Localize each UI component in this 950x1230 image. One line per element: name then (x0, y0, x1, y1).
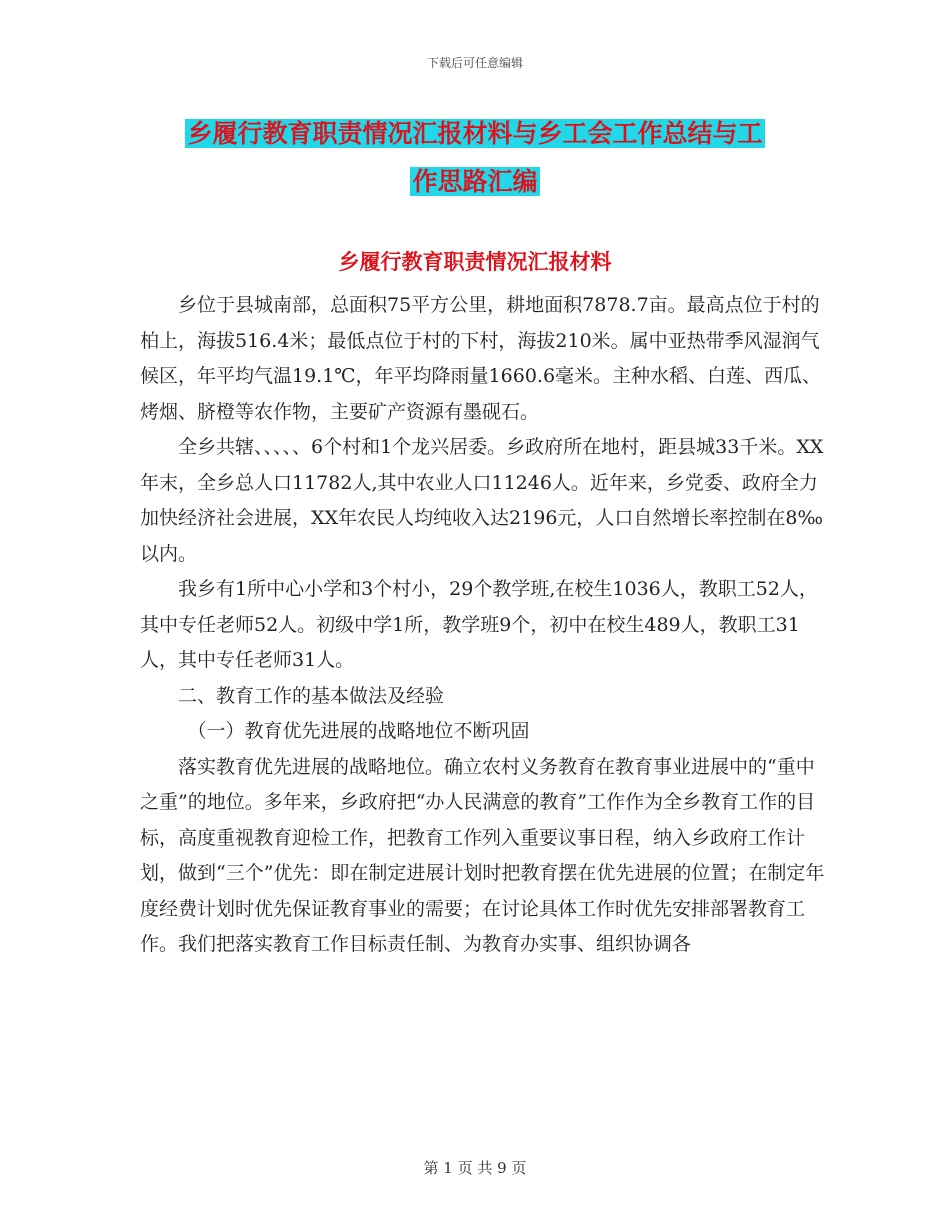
paragraph: 我乡有1所中心小学和3个村小，29个教学班,在校生1036人，教职工52人，其中专任老师52人。初级中学1所，教学班9个，初中在校生489人，教职工31人，其中专任老师31人。 (140, 578, 818, 671)
section-title: 乡履行教育职责情况汇报材料 (338, 249, 612, 274)
header-note: 下载后可任意编辑 (426, 56, 523, 70)
paragraph: 乡位于县城南部，总面积75平方公里，耕地面积7878.7亩。最高点位于村的柏上，海拔516.4米；最低点位于村的下村，海拔210米。属中亚热带季风湿润气候区，年平均气温19.1℃，年平均降雨量1660.6毫米。主种水稻、白莲、西瓜、烤烟、脐橙等农作物，主要矿产资源有墨砚石。 (140, 294, 822, 423)
body-text (140, 288, 825, 963)
document-title (130, 110, 820, 206)
subheading: （一）教育优先进展的战略地位不断巩固 (187, 720, 530, 742)
paragraph: 全乡共辖、、、、、6个村和1个龙兴居委。乡政府所在地村，距县城33千米。XX年末，全乡总人口11782人,其中农业人口11246人。近年来，乡党委、政府全力加快经济社会进展，XX年农民人均纯收入达2196元，人口自然增长率控制在8‰以内。 (140, 436, 824, 565)
paragraph: 落实教育优先进展的战略地位。确立农村义务教育在教育事业进展中的“重中之重”的地位。多年来，乡政府把“办人民满意的教育”工作作为全乡教育工作的目标，高度重视教育迎检工作，把教育工作列入重要议事日程，纳入乡政府工作计划，做到“三个”优先：即在制定进展计划时把教育摆在优先进展的位置；在制定年度经费计划时优先保证教育事业的需要；在讨论具体工作时优先安排部署教育工作。我们把落实教育工作目标责任制、为教育办实事、组织协调各 (140, 755, 825, 955)
page-footer: 第 1 页 共 9 页 (423, 1159, 527, 1177)
title-line-1: 乡履行教育职责情况汇报材料与乡工会工作总结与工 (187, 119, 763, 148)
title-line-2: 作思路汇编 (412, 167, 538, 196)
subheading: 二、教育工作的基本做法及经验 (178, 684, 445, 707)
